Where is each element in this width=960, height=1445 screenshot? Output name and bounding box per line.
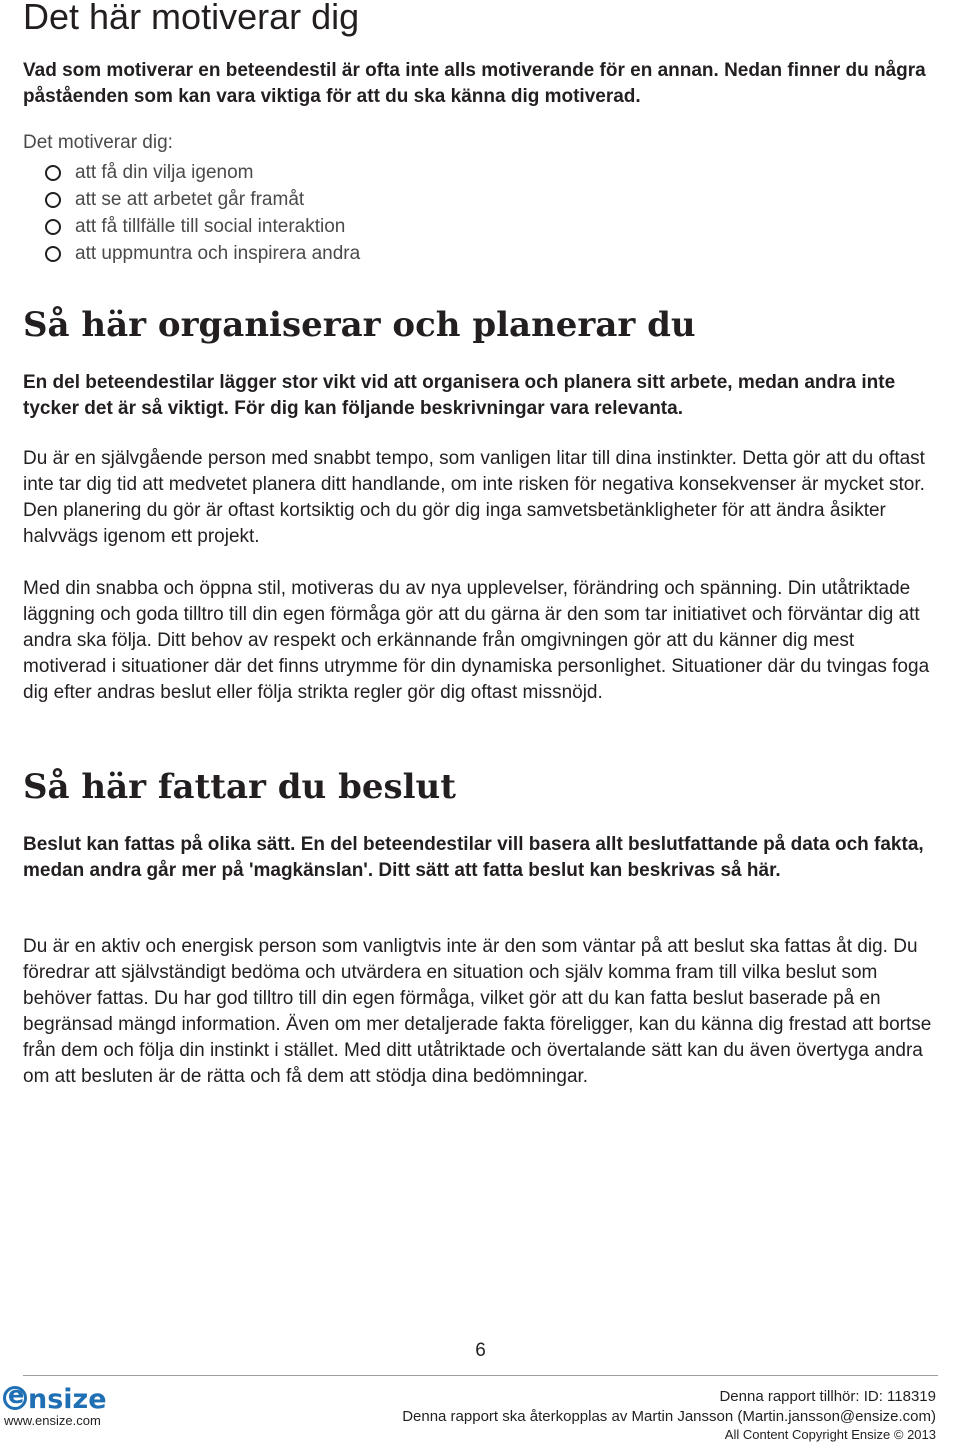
list-item: att se att arbetet går framåt — [23, 186, 938, 213]
motivation-title: Det här motiverar dig — [23, 0, 360, 37]
organize-intro: En del beteendestilar lägger stor vikt vid att organisera och planera sitt arbete, medan andra inte tycker det är så viktigt. För dig kan följande beskrivningar vara relevanta. — [23, 372, 896, 419]
footer-divider — [23, 1375, 938, 1376]
copyright: All Content Copyright Ensize © 2013 — [724, 1427, 936, 1442]
organize-intro-block — [23, 370, 938, 422]
decide-paragraph-block — [23, 934, 938, 1090]
organize-title: Så här organiserar och planerar du — [23, 305, 696, 345]
circle-bullet-icon — [45, 165, 61, 181]
organize-paragraph-1-block — [23, 446, 938, 550]
organize-section — [23, 305, 938, 345]
ensize-logo-icon — [3, 1386, 27, 1410]
organize-paragraph-1: Du är en självgående person med snabbt tempo, som vanligen litar till dina instinkter. Detta gör att du oftast inte tar dig tid att medvetet planera ditt handlande, om inte risken för negativa konsekvenser är mycket stor. Den planering du gör är oftast kortsiktig och du gör dig inga samvetsbetänkligheter för att ändra åsikter halvvägs igenom ett projekt. — [23, 448, 925, 547]
list-item: att få din vilja igenom — [23, 159, 938, 186]
decide-section — [23, 767, 938, 807]
decide-title: Så här fattar du beslut — [23, 767, 456, 807]
decide-intro: Beslut kan fattas på olika sätt. En del beteendestilar vill basera allt beslutfattande på data och fakta, medan andra går mer på 'magkänslan'. Ditt sätt att fatta beslut kan beskrivas så här. — [23, 834, 924, 881]
report-contact: Denna rapport ska återkopplas av Martin Jansson (Martin.jansson@ensize.com) — [402, 1408, 936, 1425]
circle-bullet-icon — [45, 246, 61, 262]
motivation-intro: Vad som motiverar en beteendestil är ofta inte alls motiverande för en annan. Nedan finner du några påståenden som kan vara viktiga för att du ska känna dig motiverad. — [23, 60, 926, 107]
motivation-section — [23, 58, 938, 110]
organize-paragraph-2-block — [23, 576, 938, 706]
motivation-lead: Det motiverar dig: — [23, 132, 173, 153]
logo-text: nsize — [28, 1384, 107, 1415]
report-owner: Denna rapport tillhör: ID: 118319 — [719, 1388, 936, 1405]
decide-paragraph: Du är en aktiv och energisk person som vanligtvis inte är den som väntar på att beslut ska fattas åt dig. Du föredrar att självständigt bedöma och utvärdera en situation och själv komma fram till vilka beslut som behöver fattas. Du har god tilltro till din egen förmåga, vilket gör att du kan fatta beslut baserade på en begränsad mängd information. Även om mer detaljerade fakta föreligger, kan du känna dig frestad att bortse från dem och följa din instinkt i stället. Med ditt utåtriktade och övertalande sätt kan du även övertyga andra om att besluten är de rätta och få dem att stödja dina bedömningar. — [23, 936, 932, 1087]
circle-bullet-icon — [45, 219, 61, 235]
decide-intro-block — [23, 832, 938, 884]
website-link[interactable]: www.ensize.com — [4, 1413, 101, 1428]
organize-paragraph-2: Med din snabba och öppna stil, motiveras du av nya upplevelser, förändring och spänning. Din utåtriktade läggning och goda tilltro till din egen förmåga gör att du gärna är den som tar initiativet och förväntar dig att andra ska följa. Ditt behov av respekt och erkännande från omgivningen gör att du känner dig mest motiverad i situationer där det finns utrymme för din dynamiska personlighet. Situationer där du tvingas foga dig efter andras beslut eller följa strikta regler gör dig oftast missnöjd. — [23, 578, 930, 703]
ensize-logo — [3, 1384, 107, 1415]
motivation-list-block — [23, 132, 938, 267]
page-number: 6 — [475, 1340, 486, 1361]
list-item: att uppmuntra och inspirera andra — [23, 240, 938, 267]
list-item: att få tillfälle till social interaktion — [23, 213, 938, 240]
motivation-list — [23, 159, 938, 267]
circle-bullet-icon — [45, 192, 61, 208]
